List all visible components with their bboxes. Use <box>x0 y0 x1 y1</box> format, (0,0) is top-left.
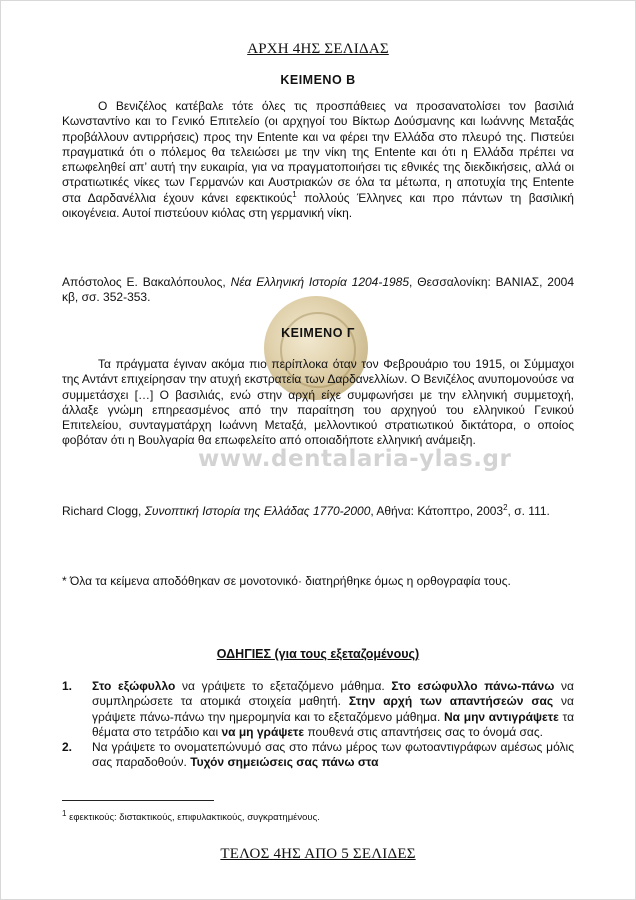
footnote-ref: 1 <box>292 189 297 199</box>
page-footer: ΤΕΛΟΣ 4ΗΣ ΑΠΟ 5 ΣΕΛΙΔΕΣ <box>220 846 416 862</box>
text-g-body <box>62 357 574 449</box>
footnote-text: εφεκτικούς: διστακτικούς, επιφυλακτικούς, συγκρατημένους. <box>66 812 320 823</box>
text-b-title: ΚΕΙΜΕΝΟ Β <box>280 73 356 87</box>
footnote <box>62 808 574 824</box>
instruction-item-1 <box>62 679 574 740</box>
instruction-text: να γράψετε πάνω-πάνω την ημερομηνία και το εξεταζόμενο μάθημα. <box>92 694 574 724</box>
monotonic-note: * Όλα τα κείμενα αποδόθηκαν σε μονοτονικό· διατηρήθηκε όμως η ορθογραφία τους. <box>62 574 511 588</box>
text-g-source-author: Richard Clogg, <box>62 504 142 518</box>
text-g-source-mid: , Αθήνα: Κάτοπτρο, 2003 <box>370 504 504 518</box>
text-g-source-end: , σ. 111. <box>507 504 550 518</box>
text-b-source-author: Απόστολος Ε. Βακαλόπουλος, <box>62 275 226 289</box>
instruction-item-2 <box>62 740 574 771</box>
instruction-bold: Στο εσώφυλλο πάνω-πάνω <box>391 679 555 693</box>
instruction-text: τα θέματα στο τετράδιο και <box>92 709 575 739</box>
instruction-bold: να μη γράψετε <box>221 724 305 739</box>
instruction-text: Να γράψετε το ονοματεπώνυμό σας στο πάνω μέρος των φωτοαντιγράφων αμέσως μόλις σας παραδοθούν. <box>92 740 574 770</box>
page-header: ΑΡΧΗ 4ΗΣ ΣΕΛΙΔΑΣ <box>247 41 389 57</box>
text-b-body-end: πολλούς Έλληνες και προ πάντων τη βασιλική οικογένεια. Αυτοί πιστεύουν κιόλας στη γερμανική νίκη. <box>62 190 574 221</box>
text-g-source-sup: 2 <box>503 503 508 512</box>
instruction-number: 1. <box>62 679 73 693</box>
instructions-title: ΟΔΗΓΙΕΣ (για τους εξεταζομένους) <box>216 647 420 661</box>
instruction-text: πουθενά στις απαντήσεις σας το όνομά σας. <box>304 724 543 739</box>
instruction-bold: Να μην αντιγράψετε <box>444 709 559 724</box>
instruction-bold: Στην αρχή των απαντήσεών σας <box>348 694 554 709</box>
instruction-bold: Τυχόν σημειώσεις σας πάνω στα <box>190 755 379 770</box>
footnote-number: 1 <box>62 808 67 818</box>
text-g-source <box>62 504 574 519</box>
text-g-body-main: Τα πράγματα έγιναν ακόμα πιο περίπλοκα όταν τον Φεβρουάριο του 1915, οι Σύμμαχοι της Αντάντ επιχείρησαν την ατυχή εκστρατεία των Δαρδανελλίων. Ο Βενιζέλος ανυπομονούσε να συμμετάσχει […] Ο βασιλιάς, ενώ στην αρχή είχε συμφωνήσει με την ελληνική συμμετοχή, άλλαξε γνώμη επηρεασμένος από την παραίτηση του αρχηγού του ελληνικού Γενικού Επιτελείου, συνταγματάρχη Ιωάννη Μεταξά, μελλοντικού στρατιωτικού δικτάτορα, ο οποίος φοβόταν ότι η Βουλγαρία θα επωφελείτο από οποιαδήποτε ελληνική ανάμειξη. <box>62 357 574 448</box>
text-b-body <box>62 99 574 221</box>
instruction-bold: Στο εξώφυλλο <box>92 679 176 693</box>
instructions-list <box>62 679 574 771</box>
instruction-number: 2. <box>62 740 73 755</box>
text-b-body-main: Ο Βενιζέλος κατέβαλε τότε όλες τις προσπάθειες να προσανατολίσει τον βασιλιά Κωνσταντίνο και το Γενικό Επιτελείο (οι αρχηγοί του Βίκτωρ Δούσμανης και Ιωάννης Μεταξάς προβάλλουν αντιρρήσεις) προς την Entente και να φέρει την Ελλάδα στο πλευρό της. Πιστεύει πραγματικά ότι ο πόλεμος θα τελειώσει με την νίκη της Entente και ότι η Ελλάδα πρέπει να επωφεληθεί απ’ αυτή την ευκαιρία, για να πραγματοποιήσει τις εθνικές της διεκδικήσεις, αλλά οι στρατιωτικές νίκες των Γερμανών και Αυστριακών σε όλα τα μέτωπα, η αποτυχία της Entente στα Δαρδανέλλια έχουν κάνει εφεκτικούς <box>62 99 574 205</box>
text-g-source-title: Συνοπτική Ιστορία της Ελλάδας 1770-2000 <box>144 504 371 518</box>
footnote-divider <box>62 800 214 801</box>
instruction-text: να γράψετε το εξεταζόμενο μάθημα. <box>175 679 392 693</box>
text-b-source-title: Νέα Ελληνική Ιστορία 1204-1985 <box>230 275 410 289</box>
text-g-title: ΚΕΙΜΕΝΟ Γ <box>281 326 355 340</box>
instruction-text: να συμπληρώσετε τα ατομικά στοιχεία μαθητή. <box>92 679 574 709</box>
watermark-url: www.dentalaria-ylas.gr <box>198 446 512 472</box>
text-b-source-rest: , Θεσσαλονίκη: ΒΑΝΙΑΣ, 2004 κβ, σσ. 352-353. <box>62 275 574 305</box>
